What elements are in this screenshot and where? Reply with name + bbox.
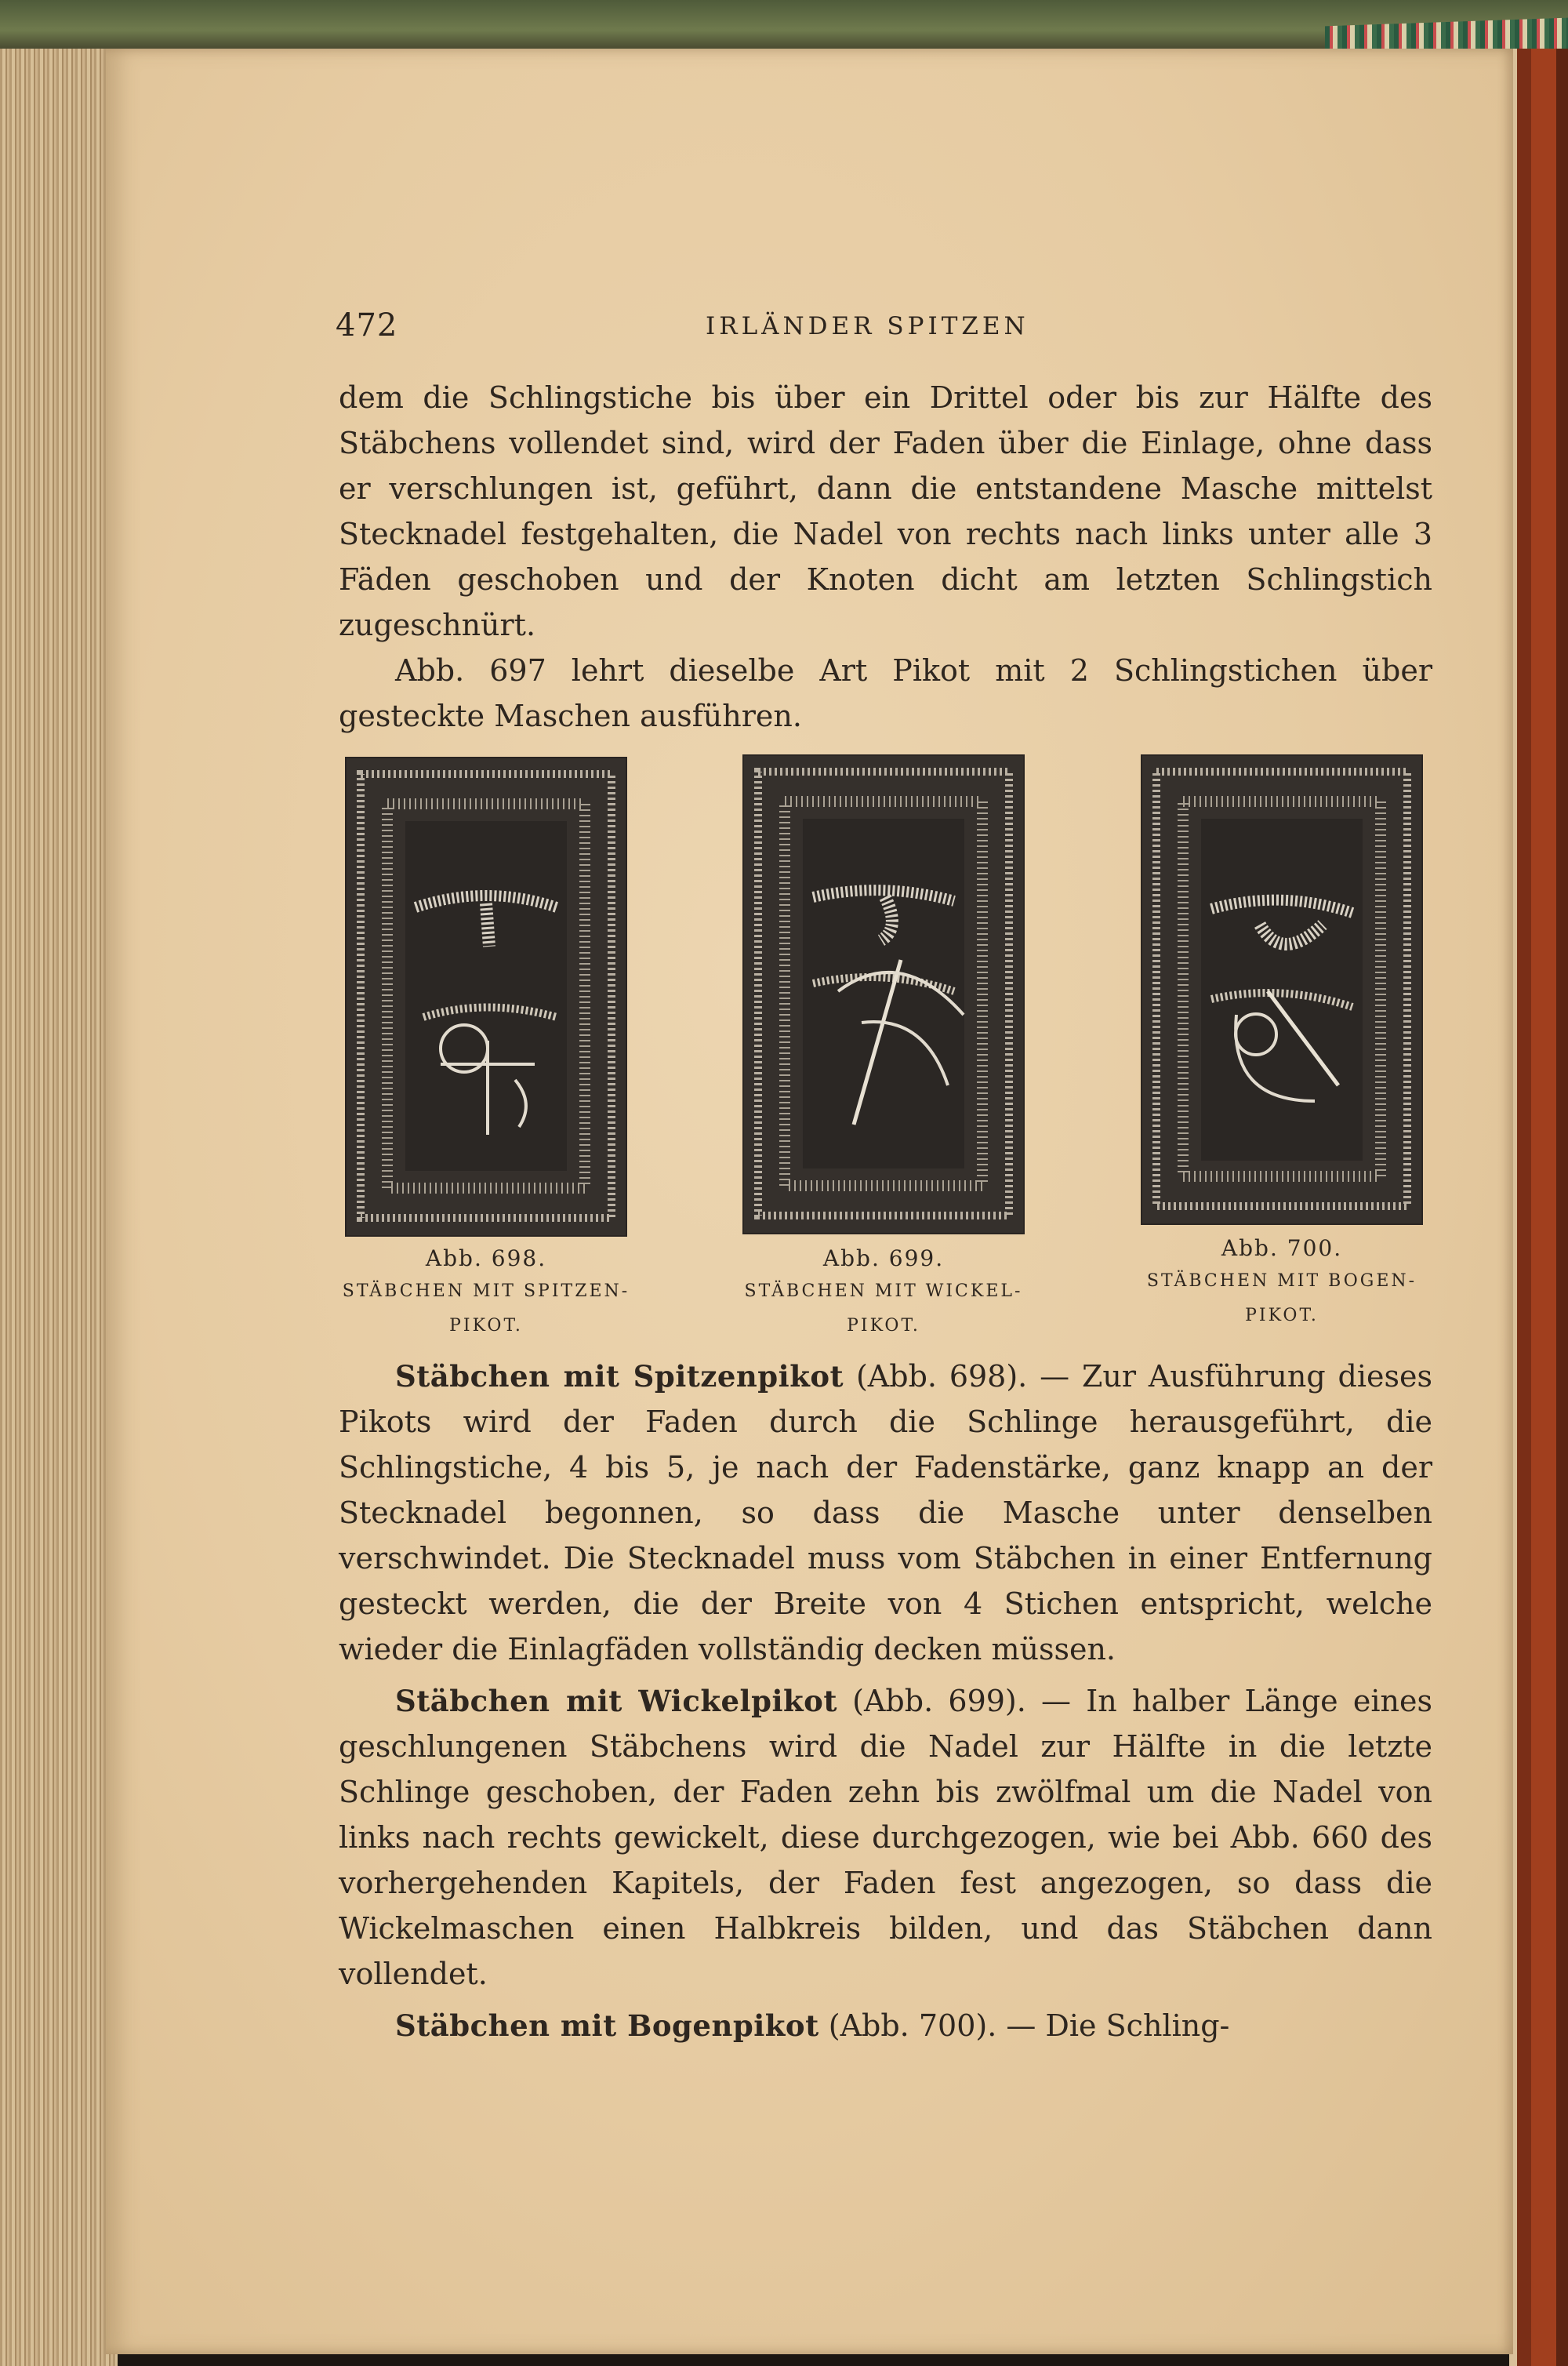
section-body: (Abb. 700). — Die Schling- [818,2008,1230,2043]
running-title: IRLÄNDER SPITZEN [706,312,1029,340]
figure-image [1141,754,1423,1225]
figure-caption [711,1243,1056,1343]
paragraph: Abb. 697 lehrt dieselbe Art Pikot mit 2 Schlingstichen über gesteckte Maschen ausführen. [339,653,1432,733]
figure-number: Abb. 698. [425,1245,547,1271]
figure-699 [742,754,1025,1336]
section-body: (Abb. 698). — Zur Ausführung dieses Pikots wird der Faden durch die Schlinge herausgeführt, die Schlingstiche, 4 bis 5, je nach der Fadenstärke, ganz knapp an der Stecknadel begonnen, so dass die Masche unter denselben verschwindet. Die Stecknadel muss vom Stäbchen in einer Entfernung gesteckt werden, die der Breite von 4 Stichen entspricht, welche wieder die Einlagfäden vollständig decken müssen. [339,1359,1432,1666]
figure-caption [1109,1233,1454,1333]
section-body: (Abb. 699). — In halber Länge eines geschlungenen Stäbchens wird die Nadel zur Hälfte in die letzte Schlinge geschoben, der Faden zehn bis zwölfmal um die Nadel von links nach rechts gewickelt, diese durchgezogen, wie bei Abb. 660 des vorhergehenden Kapitels, der Faden fest angezogen, so dass die Wickelmaschen einen Halbkreis bilden, und das Stäbchen dann vollendet. [339,1684,1432,1991]
section-text [339,1354,1432,2048]
figure-image [742,754,1025,1234]
figure-number: Abb. 700. [1221,1235,1343,1261]
page-stack-edge [0,49,118,2366]
intro-text [339,375,1432,739]
paragraph: dem die Schlingstiche bis über ein Drittel oder bis zur Hälfte des Stäbchens vollendet sind, wird der Faden über die Einlage, ohne dass er verschlungen ist, geführt, dann die entstandene Masche mittelst Stecknadel festgehalten, die Nadel von rechts nach links unter alle 3 Fäden geschoben und der Knoten dicht am letzten Schlingstich zugeschnürt. [339,380,1432,642]
section-paragraph [339,2003,1432,2048]
figure-title: STÄBCHEN MIT BOGEN- [1146,1271,1417,1291]
page-number: 472 [336,307,398,343]
figure-title-cont: PIKOT. [847,1316,920,1336]
figure-title-cont: PIKOT. [1245,1306,1319,1325]
section-heading: Stäbchen mit Spitzenpikot [395,1359,844,1394]
section-heading: Stäbchen mit Bogenpikot [395,2008,819,2043]
section-heading: Stäbchen mit Wickelpikot [395,1684,837,1718]
figure-700 [1141,754,1423,1325]
figure-number: Abb. 699. [822,1245,945,1271]
figure-title: STÄBCHEN MIT WICKEL- [744,1281,1023,1301]
figure-title: STÄBCHEN MIT SPITZEN- [342,1281,630,1301]
figure-698 [342,757,630,1336]
figure-caption [314,1243,659,1343]
book-spine-edge [1509,49,1568,2366]
section-paragraph [339,1354,1432,1672]
section-paragraph [339,1678,1432,1997]
figure-title-cont: PIKOT. [449,1316,523,1336]
figure-image [345,757,627,1237]
